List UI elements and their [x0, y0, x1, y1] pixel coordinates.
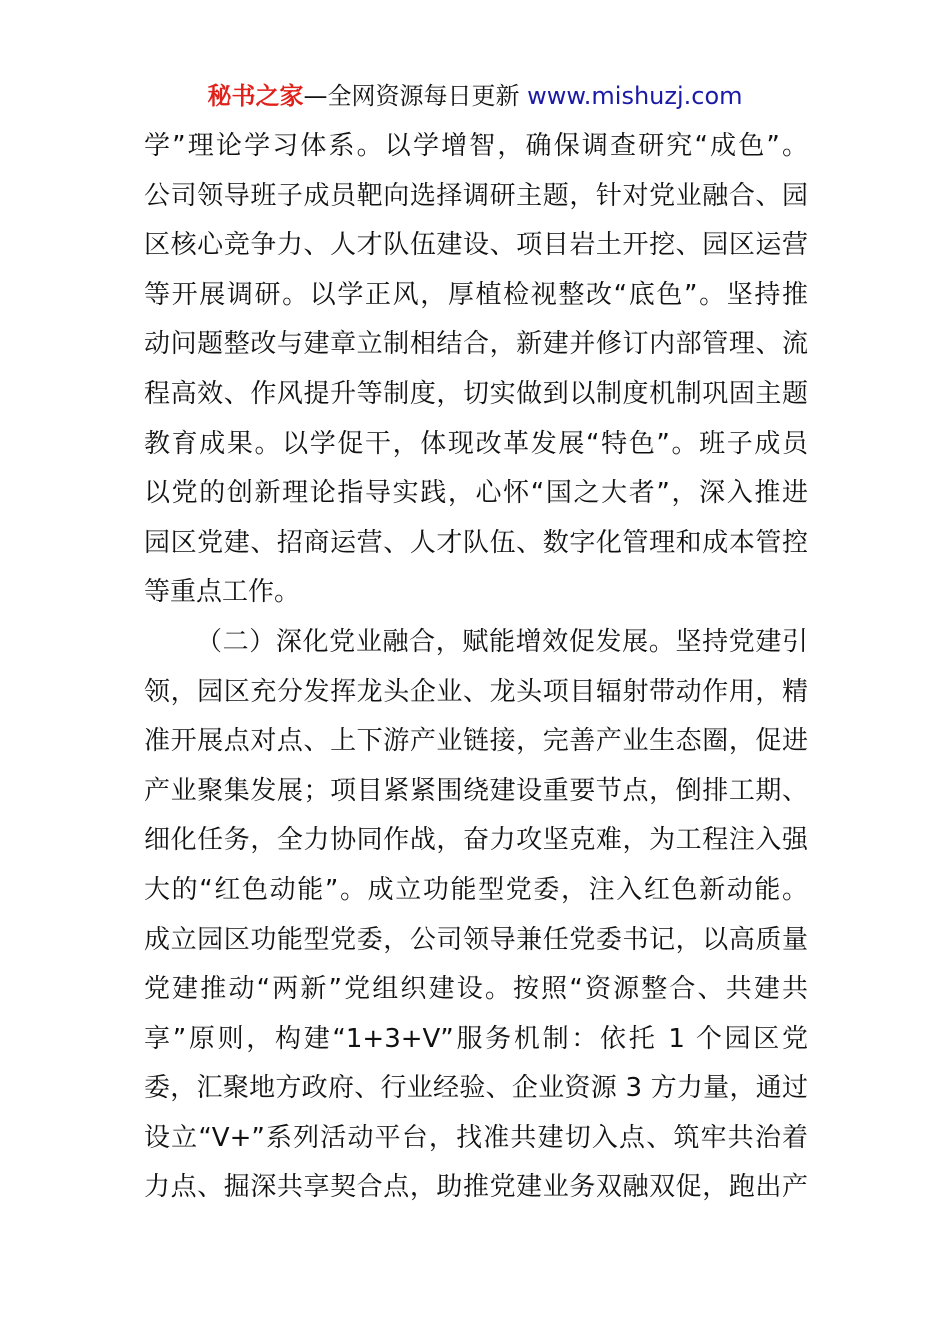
site-banner: [0, 80, 950, 112]
site-url-link[interactable]: www.mishuzj.com: [527, 82, 743, 110]
text-line: 学”理论学习体系。以学增智，确保调查研究“成色”。: [144, 131, 808, 161]
text-line: 程高效、作风提升等制度，切实做到以制度机制巩固主题: [144, 378, 808, 409]
paragraph-end-line: 等重点工作。: [144, 577, 301, 608]
text-line: 公司领导班子成员靶向选择调研主题，针对党业融合、园: [144, 180, 808, 211]
banner-tagline: —全网资源每日更新: [303, 82, 528, 110]
text-line: 领，园区充分发挥龙头企业、龙头项目辐射带动作用，精: [144, 676, 808, 707]
text-line: 委，汇聚地方政府、行业经验、企业资源 3 方力量，通过: [144, 1073, 808, 1104]
text-line: 区核心竞争力、人才队伍建设、项目岩土开挖、园区运营: [144, 230, 808, 261]
text-line: 细化任务，全力协同作战，奋力攻坚克难，为工程注入强: [144, 825, 808, 856]
text-line: 以党的创新理论指导实践，心怀“国之大者”，深入推进: [144, 478, 808, 509]
text-line: 设立“V+”系列活动平台，找准共建切入点、筑牢共治着: [144, 1122, 808, 1153]
text-line: 大的“红色动能”。成立功能型党委，注入红色新动能。: [144, 874, 808, 905]
text-line: 力点、掘深共享契合点，助推党建业务双融双促，跑出产: [144, 1172, 808, 1203]
text-line: 党建推动“两新”党组织建设。按照“资源整合、共建共: [144, 974, 808, 1005]
document-body: [144, 122, 808, 1213]
text-line: 产业聚集发展；项目紧紧围绕建设重要节点，倒排工期、: [144, 775, 808, 806]
text-line: 动问题整改与建章立制相结合，新建并修订内部管理、流: [144, 329, 808, 360]
brand-name: 秘书之家: [207, 82, 304, 110]
section-heading-line: （二）深化党业融合，赋能增效促发展。坚持党建引: [196, 626, 808, 657]
text-line: 准开展点对点、上下游产业链接，完善产业生态圈，促进: [144, 726, 808, 757]
text-line: 教育成果。以学促干，体现改革发展“特色”。班子成员: [144, 428, 808, 459]
text-line: 成立园区功能型党委，公司领导兼任党委书记，以高质量: [144, 924, 808, 955]
text-line: 等开展调研。以学正风，厚植检视整改“底色”。坚持推: [144, 279, 808, 310]
text-line: 享”原则，构建“1+3+V”服务机制：依托 1 个园区党: [144, 1023, 808, 1054]
text-line: 园区党建、招商运营、人才队伍、数字化管理和成本管控: [144, 527, 808, 558]
